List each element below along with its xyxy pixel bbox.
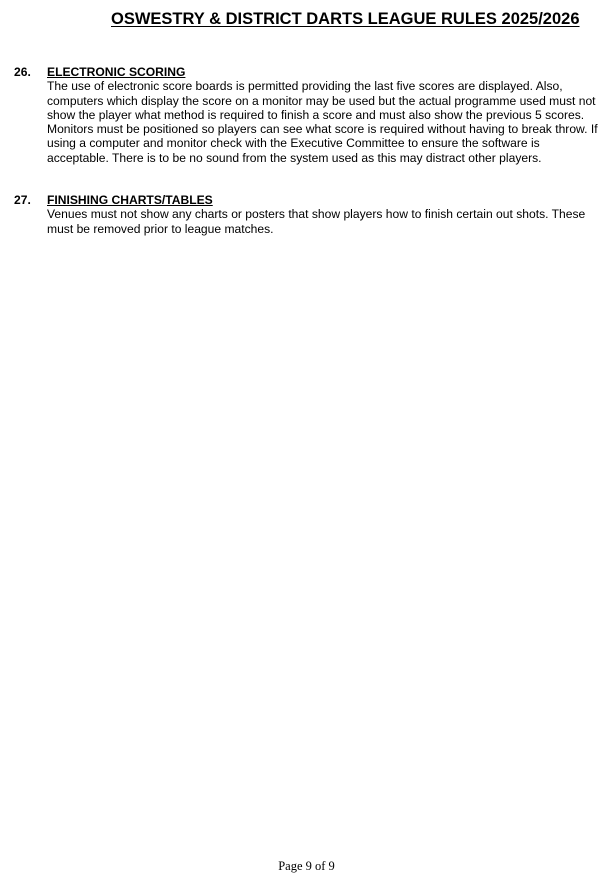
- rule-body: [47, 65, 599, 165]
- rule-body: [47, 193, 599, 236]
- rule-text: Venues must not show any charts or posters that show players how to finish certain out shots. These must be removed prior to league matches.: [47, 207, 586, 236]
- page-number: Page 9 of 9: [278, 859, 335, 873]
- rule-number: 26.: [14, 65, 31, 79]
- rule-text: The use of electronic score boards is permitted providing the last five scores are displayed. Also, computers which display the score on a monitor may be used but the actual programme used must not show the player what method is required to finish a score and must also show the previous 5 scores. Monitors must be positioned so players can see what score is required without having to break throw. If using a computer and monitor check with the Executive Committee to ensure the software is acceptable. There is to be no sound from the system used as this may distract other players.: [47, 79, 598, 165]
- rule-heading: ELECTRONIC SCORING: [47, 65, 186, 79]
- rule-heading: FINISHING CHARTS/TABLES: [47, 193, 213, 207]
- document-title: OSWESTRY & DISTRICT DARTS LEAGUE RULES 2025/2026: [111, 10, 580, 28]
- rule-27: [14, 193, 599, 236]
- rule-number: 27.: [14, 193, 31, 207]
- rule-26: [14, 65, 599, 165]
